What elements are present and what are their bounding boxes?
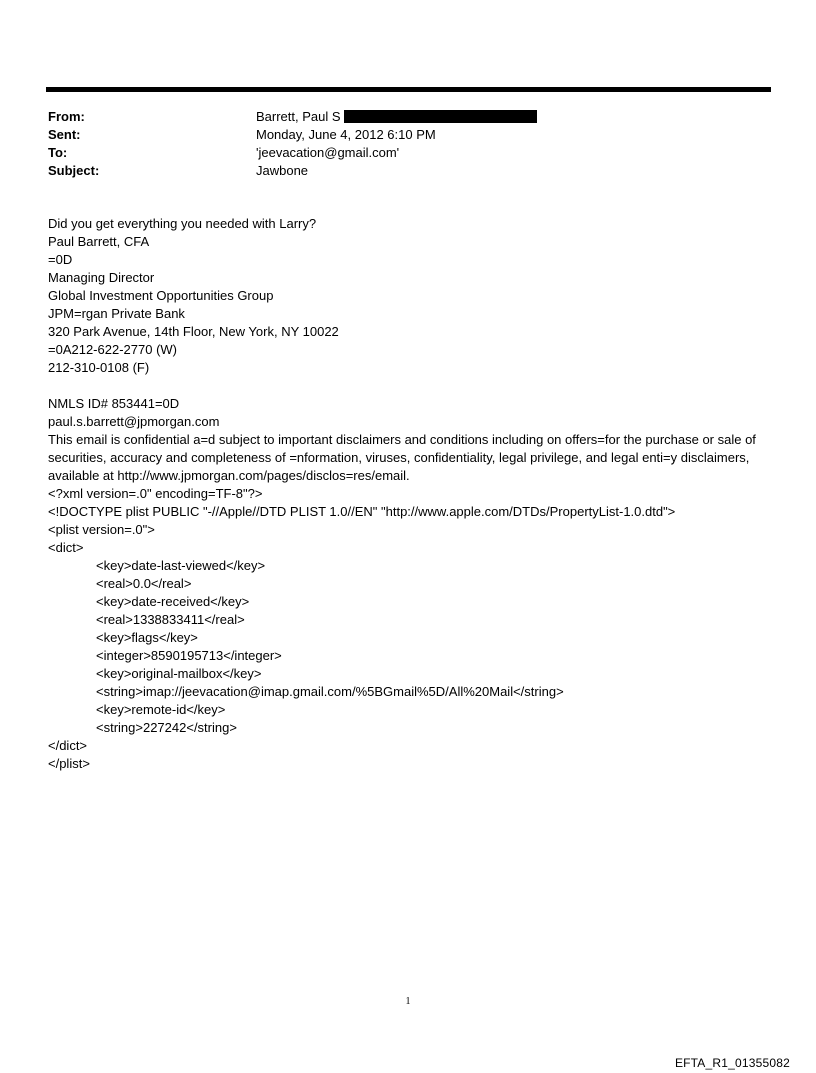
dict-entry: <key>original-mailbox</key> xyxy=(96,666,262,681)
from-value xyxy=(256,108,768,126)
dict-entry: <real>1338833411</real> xyxy=(96,612,245,627)
from-row xyxy=(48,108,768,126)
page-number: 1 xyxy=(405,996,411,1007)
sent-row xyxy=(48,126,768,144)
dict-entry: <string>227242</string> xyxy=(96,720,237,735)
document-id: EFTA_R1_01355082 xyxy=(674,1056,790,1070)
to-row xyxy=(48,144,768,162)
signature-group: Global Investment Opportunities Group xyxy=(48,288,274,303)
xml-line: <dict> xyxy=(48,540,84,555)
signature-name: Paul Barrett, CFA xyxy=(48,234,150,249)
body-line: Did you get everything you needed with Larry? xyxy=(48,216,317,231)
header-rule xyxy=(46,87,771,92)
to-value: 'jeevacation@gmail.com' xyxy=(256,145,400,160)
disclaimer-text: This email is confidential a=d subject to important disclaimers and conditions including on offers=for the purchase or sale of securities, accuracy and completeness of =nformation, viruses, confidentiality, legal privilege, and legal enti=y disclaimers, available at http://www.jpmorgan.com/pages/disclos=res/email. xyxy=(48,432,756,483)
dict-entry: <real>0.0</real> xyxy=(96,576,192,591)
xml-line: <?xml version=.0" encoding=TF-8"?> xyxy=(48,486,263,501)
signature-fax: 212-310-0108 (F) xyxy=(48,360,150,375)
email-body xyxy=(48,215,760,773)
email-header xyxy=(48,108,768,180)
to-label: To: xyxy=(48,145,68,160)
signature-company: JPM=rgan Private Bank xyxy=(48,306,185,321)
dict-entry: <string>imap://jeevacation@imap.gmail.com/%5BGmail%5D/All%20Mail</string> xyxy=(96,684,564,699)
subject-row xyxy=(48,162,768,180)
signature-line: =0D xyxy=(48,252,73,267)
sent-value: Monday, June 4, 2012 6:10 PM xyxy=(256,127,436,142)
dict-entry: <key>flags</key> xyxy=(96,630,198,645)
dict-entry: <key>remote-id</key> xyxy=(96,702,226,717)
dict-entry: <key>date-last-viewed</key> xyxy=(96,558,266,573)
nmls-id: NMLS ID# 853441=0D xyxy=(48,396,180,411)
signature-title: Managing Director xyxy=(48,270,155,285)
sent-label: Sent: xyxy=(48,127,81,142)
from-label: From: xyxy=(48,109,85,124)
spacer xyxy=(48,377,760,395)
signature-phone: =0A212-622-2770 (W) xyxy=(48,342,177,357)
redaction-bar xyxy=(344,110,537,123)
xml-line: <!DOCTYPE plist PUBLIC "-//Apple//DTD PLIST 1.0//EN" "http://www.apple.com/DTDs/PropertyList-1.0.dtd"> xyxy=(48,504,676,519)
from-name: Barrett, Paul S xyxy=(256,109,341,124)
signature-address: 320 Park Avenue, 14th Floor, New York, NY 10022 xyxy=(48,324,339,339)
dict-entry: <integer>8590195713</integer> xyxy=(96,648,282,663)
subject-label: Subject: xyxy=(48,163,100,178)
xml-line: <plist version=.0"> xyxy=(48,522,155,537)
xml-closing-line: </plist> xyxy=(48,756,90,771)
dict-entry: <key>date-received</key> xyxy=(96,594,250,609)
email-address: paul.s.barrett@jpmorgan.com xyxy=(48,414,220,429)
xml-closing-line: </dict> xyxy=(48,738,88,753)
subject-value: Jawbone xyxy=(256,163,309,178)
